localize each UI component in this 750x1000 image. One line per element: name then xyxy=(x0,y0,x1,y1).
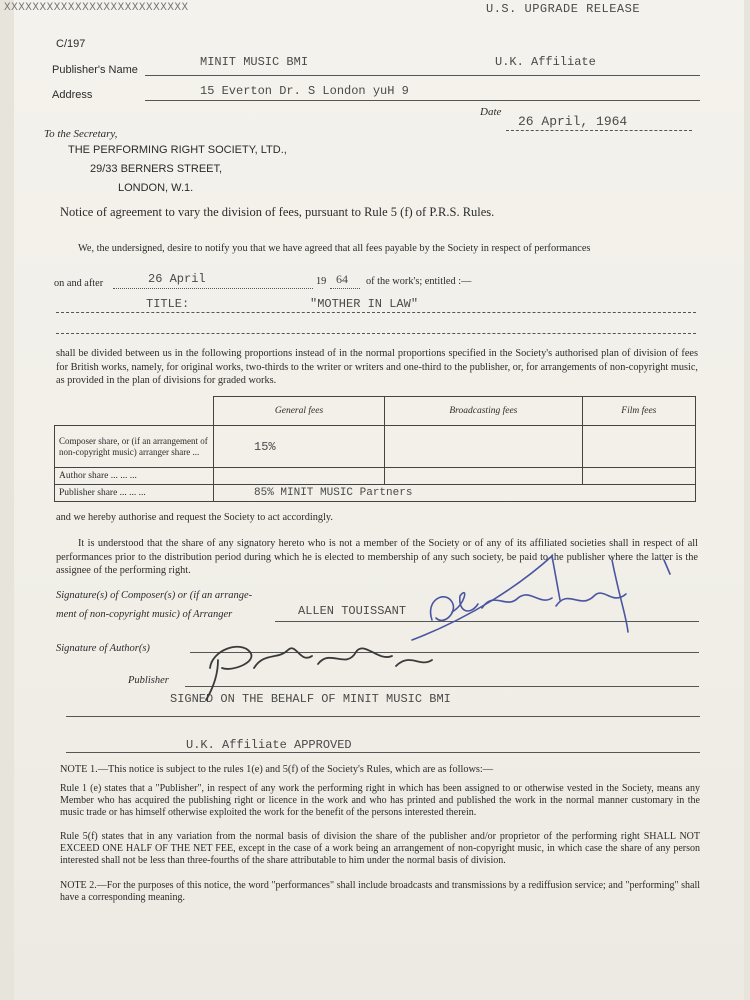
broadcasting-fees-header: Broadcasting fees xyxy=(385,397,583,426)
composer-share-label: Composer share, or (if an arrangement of non-copyright music) arranger share ... xyxy=(55,426,214,468)
intro-text: We, the undersigned, desire to notify you that we have agreed that all fees payable by the Society in respect of performances xyxy=(78,243,591,254)
title-label: TITLE: xyxy=(146,297,190,311)
composer-general-fee: 15% xyxy=(214,426,385,468)
on-and-after-label: on and after xyxy=(54,278,104,289)
general-fees-header: General fees xyxy=(214,397,385,426)
note-1: NOTE 1.—This notice is subject to the rules 1(e) and 5(f) of the Society's Rules, which are as follows:— xyxy=(60,764,494,775)
year-prefix: 19 xyxy=(316,276,327,287)
film-fees-header: Film fees xyxy=(582,397,695,426)
struck-stamp: XXXXXXXXXXXXXXXXXXXXXXXXXX xyxy=(4,2,189,14)
affiliate-approved: U.K. Affiliate APPROVED xyxy=(186,738,352,752)
form-number: C/197 xyxy=(56,38,86,50)
addressee-line1: THE PERFORMING RIGHT SOCIETY, LTD., xyxy=(68,144,287,156)
publisher-typed-line: SIGNED ON THE BEHALF OF MINIT MUSIC BMI xyxy=(170,692,451,706)
authorise-text: and we hereby authorise and request the Society to act accordingly. xyxy=(56,512,333,523)
publisher-handwritten-signature xyxy=(206,647,432,700)
composer-signature-label-1: Signature(s) of Composer(s) or (if an arrange- xyxy=(56,590,253,601)
works-entitled: of the work's; entitled :— xyxy=(366,276,472,287)
year-value: 64 xyxy=(336,272,348,286)
publisher-name-value: MINIT MUSIC BMI xyxy=(200,55,309,69)
addressee-line2: 29/33 BERNERS STREET, xyxy=(90,163,223,175)
publisher-name-label: Publisher's Name xyxy=(52,64,138,76)
date-value: 26 April, 1964 xyxy=(518,114,628,129)
address-value: 15 Everton Dr. S London yuH 9 xyxy=(200,84,409,98)
composer-typed-name: ALLEN TOUISSANT xyxy=(298,604,407,618)
publisher-affiliate-value: U.K. Affiliate xyxy=(495,55,596,69)
author-share-label: Author share ... ... ... xyxy=(55,468,214,485)
notice-heading: Notice of agreement to vary the division of fees, pursuant to Rule 5 (f) of P.R.S. Rules. xyxy=(60,205,495,219)
addressee-line3: LONDON, W.1. xyxy=(118,182,194,194)
understood-paragraph: It is understood that the share of any signatory hereto who is not a member of the Society or of any of its affiliated societies shall in respect of all performances prior to the distribution period during which he is elected to membership of any such society, be paid to the publisher where the latter is the assignee of the performing right. xyxy=(56,538,698,576)
publisher-share-label: Publisher share ... ... ... xyxy=(55,485,214,502)
rule-5f: Rule 5(f) states that in any variation from the normal basis of division the share of the publisher and/or proprietor of the performing right SHALL NOT EXCEED ONE HALF OF THE NET FEE, except in the case of a work being an arrangement of non-copyright music, in which case the share of any person interested shall not be less than three-fourths of the share attributable to him under the normal basis of division. xyxy=(60,831,700,866)
author-signature-label: Signature of Author(s) xyxy=(56,643,150,654)
addressee-to: To the Secretary, xyxy=(44,128,118,140)
date-label: Date xyxy=(480,106,502,118)
composer-handwritten-signature xyxy=(412,556,670,640)
title-value: "MOTHER IN LAW" xyxy=(310,297,419,311)
publisher-general-fee: 85% MINIT MUSIC Partners xyxy=(214,485,696,502)
rule-1e: Rule 1 (e) states that a "Publisher", in respect of any work the performing right in which has been assigned to or otherwise vested in the Society, means any Member who has acquired the publishing right or licence in the work and who has printed and published the work in the normal manner customary in the music trade or has himself otherwise exploited the work for the benefit of the persons interested therein. xyxy=(60,783,700,818)
composer-signature-label-2: ment of non-copyright music) of Arranger xyxy=(56,609,233,620)
address-label: Address xyxy=(52,89,93,101)
note-2: NOTE 2.—For the purposes of this notice, the word "performances" shall include broadcasts and transmissions by a rediffusion service; and "performing" shall have a corresponding meaning. xyxy=(60,880,700,903)
release-title: U.S. UPGRADE RELEASE xyxy=(486,2,641,16)
publisher-signature-label: Publisher xyxy=(128,675,169,686)
division-paragraph: shall be divided between us in the following proportions instead of in the normal proportions specified in the Society's authorised plan of division of fees for British works, namely, for original works, two-thirds to the writer or writers and one-third to the publisher, or, for arrangements of non-copyright music, as provided in the plan of divisions for graded works. xyxy=(56,348,698,386)
date-day-value: 26 April xyxy=(148,272,206,286)
